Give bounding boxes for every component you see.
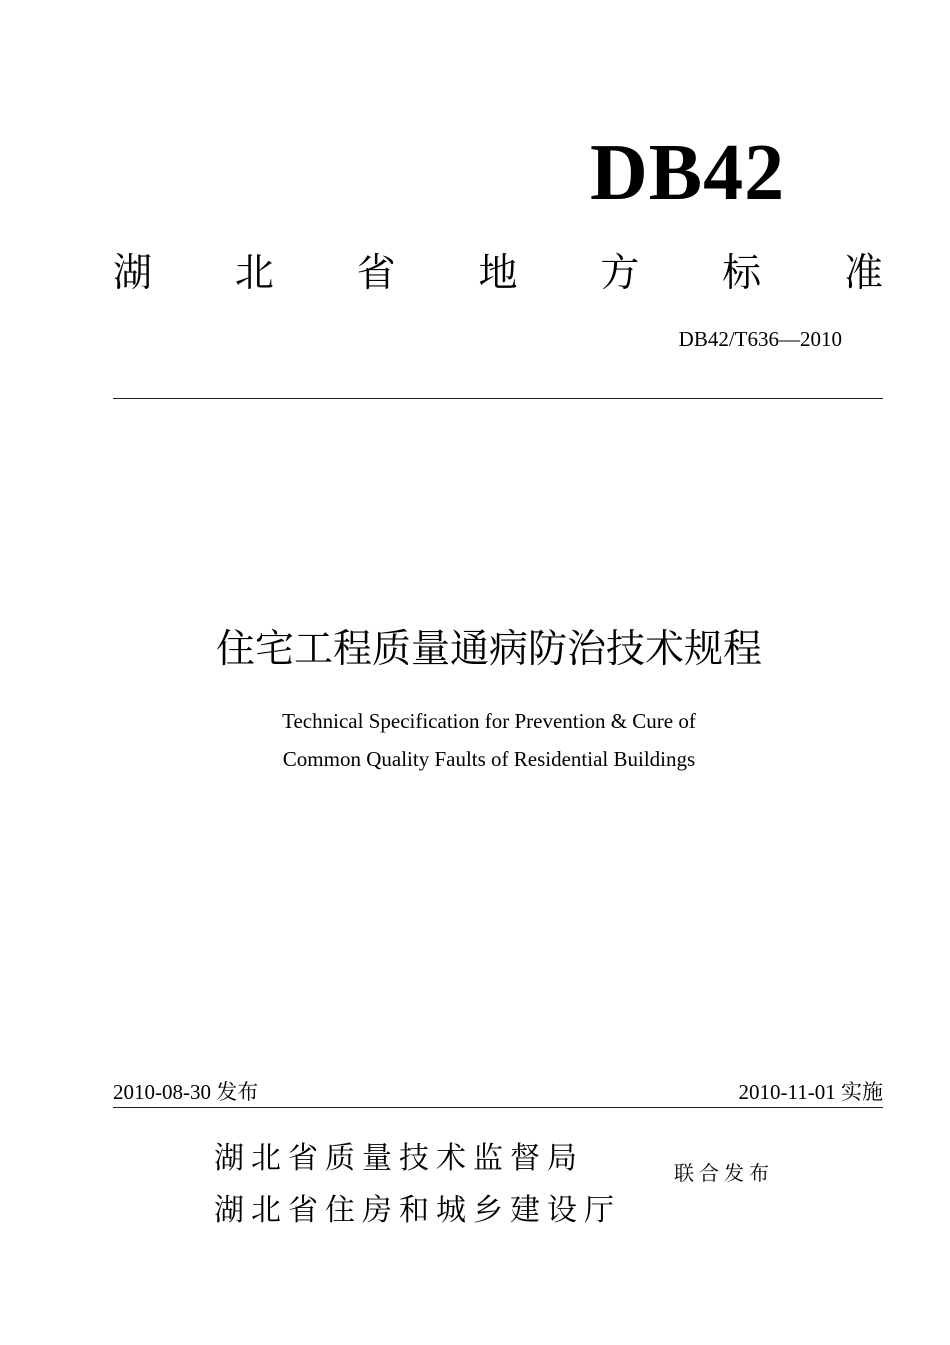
header-divider [113, 398, 883, 399]
standard-type-char: 北 [234, 251, 274, 296]
standard-type-char: 地 [478, 251, 518, 296]
standard-type-char: 方 [600, 251, 640, 296]
publisher-name: 湖北省质量技术监督局 [214, 1141, 584, 1176]
footer-divider [113, 1107, 883, 1108]
publisher-name: 湖北省住房和城乡建设厅 [214, 1193, 621, 1228]
standard-number: DB42/T636—2010 [678, 327, 842, 351]
standard-type-char: 标 [722, 251, 762, 296]
standard-code-heading: DB42 [590, 129, 786, 217]
joint-issue-label: 联合发布 [674, 1161, 774, 1185]
standard-type-char: 准 [843, 251, 883, 296]
english-title-line: Common Quality Faults of Residential Buildings [282, 747, 696, 771]
english-title-line: Technical Specification for Prevention & Cure of [282, 709, 696, 733]
standard-type-heading [113, 240, 883, 300]
standard-type-char: 省 [356, 251, 396, 296]
document-title-english [0, 702, 950, 778]
standard-type-char: 湖 [113, 251, 153, 296]
implementation-date: 2010-11-01 实施 [738, 1080, 883, 1104]
issue-date: 2010-08-30 发布 [113, 1080, 259, 1104]
document-title-chinese: 住宅工程质量通病防治技术规程 [215, 627, 762, 672]
